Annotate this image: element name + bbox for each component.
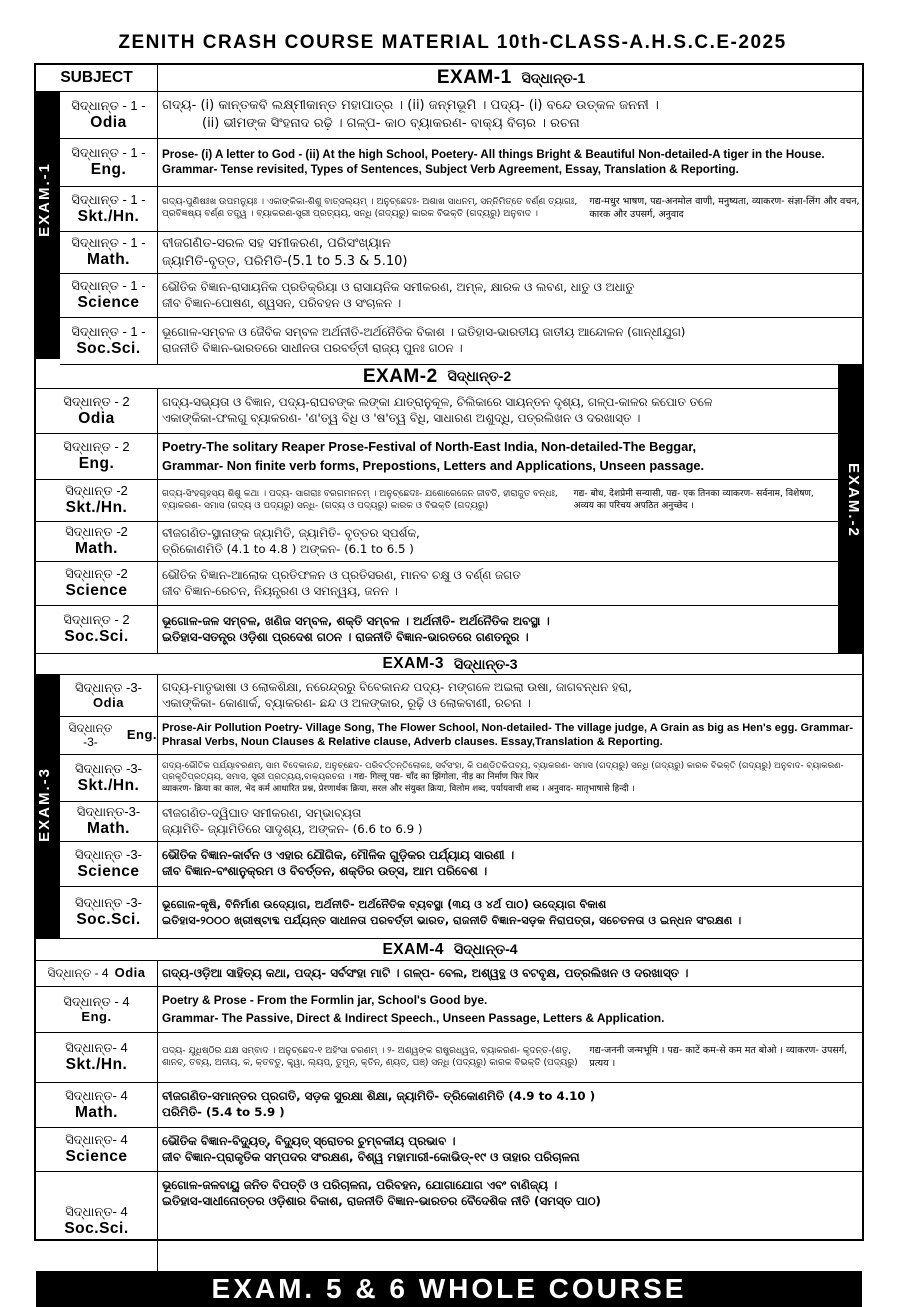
exam-1-side-label: EXAM.-1 <box>36 92 60 359</box>
syllabus-cell: ଭୌତିକ ବିଜ୍ଞାନ-ଆଲୋକ ପ୍ରତିଫଳନ ଓ ପ୍ରତିସରଣ, ମାନବ ଚକ୍ଷୁ ଓ ବର୍ଣ୍ଣ ଜଗତ ଜୀବ ବିଜ୍ଞାନ-ରେଚନ, ନିୟନ୍ତ୍ରଣ ଓ ସମନ୍ୱୟ, ଜନନ । <box>162 567 521 598</box>
table-row <box>60 717 864 755</box>
subject-cell: ସିଦ୍ଧାନ୍ତ -3- Soc.Sci. <box>60 887 158 938</box>
table-row <box>60 802 864 842</box>
table-row <box>36 480 838 522</box>
syllabus-cell: ଗଦ୍ୟ- (i) କାନ୍ତକବି ଲକ୍ଷ୍ମୀକାନ୍ତ ମହାପାତ୍ର । (ii) ଜନ୍ମଭୂମି । ପଦ୍ୟ- (i) ବନ୍ଦେ ଉତ୍କଳ ଜନନୀ । (ii) ଭୀମଙ୍କ ସିଂହନାଦ ରଢ଼ି । ଗଳ୍ପ- କାଠ ବ୍ୟାକରଣ- ବାକ୍ୟ ବିଚାର । ରଚନା <box>162 98 659 131</box>
syllabus-cell: ବୀଜଗଣିତ-ଦ୍ୱିଘାତ ସମୀକରଣ, ସମ୍ଭାବ୍ୟତା ଜ୍ୟାମିତି- ଜ୍ୟାମିତିରେ ସାଦୃଶ୍ୟ, ଅଙ୍କନ- (6.6 to 6.9 ) <box>162 805 423 836</box>
syllabus-cell: ଗଦ୍ୟ-ଭୌତିକ ପର୍ଯ୍ୟାବରଣମ୍, ସାମ ବିଦେକାନନ୍ଦ, ଅନୁଚ୍ଛେଦ- ପରିବର୍ତ୍ତନ୍ତିଲୋକଃ, ସର୍ବସଂହା, କି ପଣ୍ଡିତକିତାବ୍ୟ, ବ୍ୟାକରଣ- ସମାସ (ଗଦ୍ୟରୁ) ସନ୍ଧି (ଗଦ୍ୟରୁ) କାରକ ବିଭକ୍ତି (ଗଦ୍ୟରୁ) ଅନୁବାଦ- ବ୍ୟାକରଣ-ପ୍ରକୃତିପ୍ରତ୍ୟୟ, ସମାସ, ସ୍ତ୍ରୀ ପ୍ରତ୍ୟୟ,ବାକ୍ୟରଚନା । गद्य- गिल्लू पद्य- चाँद का झिंगोला, नीड़ का निर्माण फिर फिर व्याकरण- क्रिया का काल, भेद कर्म आधारित प्रश्न, प्रेरणार्थक क्रिया, सरल और संयुक्त क्रिया, विलोम शब्द, पर्यायवाची शब्द । अनुवाद- मातृभाषासे हिन्दी । <box>162 761 844 794</box>
syllabus-cell: Poetry-The solitary Reaper Prose-Festival of North-East India, Non-detailed-The Beggar, Grammar- Non finite verb forms, Prepostions, Letters and Applications, Unseen passage. <box>162 438 705 473</box>
table-row <box>36 961 864 987</box>
table-row <box>60 92 864 139</box>
syllabus-cell: ଭୂଗୋଳ-କୃଷି, ବିନିର୍ମାଣ ଉଦ୍ୟୋଗ, ଅର୍ଥନୀତି- ଅର୍ଥନୈତିକ ବ୍ୟବସ୍ଥା (୩ୟ ଓ ୪ର୍ଥ ପାଠ) ଉଦ୍ୟୋଗ ବିକାଶ ଇତିହାସ-୨୦୦୦ ଖ୍ରୀଷ୍ଟାବ୍ଦ ପର୍ଯ୍ୟନ୍ତ ସାଧୀନତା ପରବର୍ତ୍ତୀ ଭାରତ, ରାଜନୀତି ବିଜ୍ଞାନ-ସଡ଼କ ନିରାପତ୍ତା, ସଚେତନତା ଓ ଇନ୍ଧନ ସଂରକ୍ଷଣ । <box>162 898 742 927</box>
exam-3-side-label: EXAM.-3 <box>36 675 60 939</box>
subject-cell: ସିଦ୍ଧାନ୍ତ - 1 - Odia <box>60 92 158 138</box>
syllabus-cell: ଭୌତିକ ବିଜ୍ଞାନ-କାର୍ବନ ଓ ଏହାର ଯୌଗିକ, ମୌଳିକ ଗୁଡ଼ିକର ପର୍ଯ୍ୟାୟ ସାରଣୀ । ଜୀବ ବିଜ୍ଞାନ-ବଂଶାନୁକ୍ରମ ଓ ବିବର୍ତ୍ତନ, ଶକ୍ତିର ଉତ୍ସ, ଆମ ପରିବେଶ । <box>162 848 514 878</box>
subject-cell: ସିଦ୍ଧାନ୍ତ- 4 Math. <box>36 1083 158 1127</box>
table-row <box>60 318 864 365</box>
table-row <box>36 562 838 606</box>
syllabus-cell: ଗଦ୍ୟ-ସଭ୍ୟତା ଓ ବିଜ୍ଞାନ, ପଦ୍ୟ-ରାଘବଙ୍କ ଲଙ୍କା ଯାତ୍ରାନୁକୂଳ, ଚିଲିକାରେ ସାୟନ୍ତନ ଦୃଶ୍ୟ, ଗଳ୍ପ-କାଳର କପୋତ ତଳେ ଏକାଙ୍କିକା-ଫଲଗୁ ବ୍ୟାକରଣ- 'ଣ'ତ୍ୱ ବିଧି ଓ 'ଷ'ତ୍ୱ ବିଧି, ସାଧାରଣ ଅଶୁଦ୍ଧି, ପତ୍ରଲିଖନ ଓ ଦରଖାସ୍ତ । <box>162 395 713 425</box>
syllabus-cell: ଗଦ୍ୟ-ସିଂହଗୃହସ୍ୟ ଶିଶୁ କଥା । ପଦ୍ୟ- ସାଗରାଃ ବରଗମନନମ୍ । ଅନୁଚ୍ଛେଦଃ- ଯଶୋରେଜେନ ଜୀବତି, ହୀରାଜୁତ ବନ୍ଧଃ, ବ୍ୟାକରଣ- ସମାସ (ଗଦ୍ୟ ଓ ପଦ୍ୟରୁ) ସନ୍ଧି- (ଗଦ୍ୟ ଓ ପଦ୍ୟରୁ) କାରକ ଓ ବିଭକ୍ତି (ଗଦ୍ୟରୁ) गद्य- बोध, देशप्रेमी सन्यासी, पद्य- एक तिनका व्याकरण- सर्वनाम, विशेषण, अव्यय का परिचय अपठित अनुच्छेद । <box>162 488 814 511</box>
table-row <box>36 389 838 434</box>
syllabus-cell: ଗଦ୍ୟ-ମାତୃଭାଷା ଓ ଲୋକଶିକ୍ଷା, ନରେନ୍ଦ୍ରରୁ ବିବେକାନନ୍ଦ ପଦ୍ୟ- ମଙ୍ଗଳେ ଅଇଲା ଉଷା, ଜାଗବନ୍ଧନ ହରା, ଏକାଙ୍କିକା- କୋଣାର୍କ, ବ୍ୟାକରଣ- ଛନ୍ଦ ଓ ଅଳଙ୍କାର, ରୂଢ଼ି ଓ ଲୋକବାଣୀ, ରଚନା । <box>162 679 632 710</box>
subject-cell: ସିଦ୍ଧାନ୍ତ - 4 Eng. <box>36 987 158 1032</box>
table-row <box>36 1033 864 1083</box>
syllabus-cell: ଭୂଗୋଳ-ଜଳବାୟୁ ଜନିତ ବିପତ୍ତି ଓ ପରିଚାଳନା, ପରିବହନ, ଯୋଗାଯୋଗ ଏବଂ ବାଣିଜ୍ୟ । ଇତିହାସ-ସାଧୀନୋତ୍ତର ଓଡ଼ିଶାର ବିକାଶ, ରାଜନୀତି ବିଜ୍ଞାନ-ଭାରତର ବୈଦେଶିକ ନୀତି (ସମସ୍ତ ପାଠ) <box>162 1178 601 1208</box>
syllabus-cell: Prose- (i) A letter to God - (ii) At the high School, Poetery- All things Bright & Beautiful Non-detailed-A tiger in the House. Grammar- Tense revisited, Types of Sentences, Subject Verb Agreement, Essay, Translation & Reporting. <box>162 148 825 176</box>
subject-cell: ସିଦ୍ଧାନ୍ତ -3- Eng. <box>60 717 158 754</box>
subject-cell: ସିଦ୍ଧାନ୍ତ - 1 - Skt./Hn. <box>60 187 158 231</box>
subject-cell: ସିଦ୍ଧାନ୍ତ - 2 Odia <box>36 389 158 433</box>
exam-2-header: EXAM-2 ସିଦ୍ଧାନ୍ତ-2 <box>36 365 838 389</box>
subject-cell: ସିଦ୍ଧାନ୍ତ - 2 Eng. <box>36 434 158 479</box>
subject-cell: ସିଦ୍ଧାନ୍ତ-3- Math. <box>60 802 158 841</box>
table-row <box>36 522 838 562</box>
subject-cell: ସିଦ୍ଧାନ୍ତ - 1 - Soc.Sci. <box>60 318 158 364</box>
subject-cell: ସିଦ୍ଧାନ୍ତ -3- Skt./Hn. <box>60 755 158 801</box>
table-row <box>60 187 864 232</box>
subject-cell: ସିଦ୍ଧାନ୍ତ- 4 Skt./Hn. <box>36 1033 158 1082</box>
syllabus-cell: ଭୌତିକ ବିଜ୍ଞାନ-ବିଦ୍ୟୁତ୍, ବିଦ୍ୟୁତ୍ ସ୍ରୋତର ଚୁମ୍ବକୀୟ ପ୍ରଭାବ । ଜୀବ ବିଜ୍ଞାନ-ପ୍ରାକୃତିକ ସମ୍ପଦର ସଂରକ୍ଷଣ, ବିଶ୍ୱ ମହାମାରୀ-କୋଭିଡ୍-୧୯ ଓ ତାହାର ପରିଚାଳନା <box>162 1133 580 1164</box>
exam-4-header: EXAM-4 ସିଦ୍ଧାନ୍ତ-4 <box>36 939 864 961</box>
exam-2-side-label: EXAM.-2 <box>838 365 862 654</box>
syllabus-cell: ବୀଜଗଣିତ-ସମାନ୍ତର ପ୍ରଗତି, ସଡ଼କ ସୁରକ୍ଷା ଶିକ୍ଷା, ଜ୍ୟାମିତି- ତ୍ରିକୋଣମିତି (4.9 to 4.10 ) ପରିମିତି- (5.4 to 5.9 ) <box>162 1089 596 1119</box>
subject-cell: ସିଦ୍ଧାନ୍ତ - 1 - Science <box>60 274 158 317</box>
subject-cell: ସିଦ୍ଧାନ୍ତ -2 Math. <box>36 522 158 561</box>
syllabus-table <box>34 63 864 1304</box>
exam-1-header: EXAM-1 ସିଦ୍ଧାନ୍ତ-1 <box>158 65 864 92</box>
table-row <box>36 434 838 480</box>
table-row <box>60 755 864 802</box>
syllabus-cell: ଗଦ୍ୟ-ଓଡ଼ିଆ ସାହିତ୍ୟ କଥା, ପଦ୍ୟ- ସର୍ବସଂହା ମାଟି । ଗଳ୍ପ- ବେଲ, ଅଶ୍ୱତ୍ଥ ଓ ବଟବୃକ୍ଷ, ପତ୍ରଲିଖନ ଓ ଦରଖାସ୍ତ । <box>162 965 689 980</box>
subject-cell: ସିଦ୍ଧାନ୍ତ -2 Skt./Hn. <box>36 480 158 521</box>
footer-banner: EXAM. 5 & 6 WHOLE COURSE <box>36 1271 862 1307</box>
subject-cell: ସିଦ୍ଧାନ୍ତ - 1 - Eng. <box>60 139 158 186</box>
syllabus-cell: ଭୂଗୋଳ-ଜଳ ସମ୍ବଳ, ଖଣିଜ ସମ୍ବଳ, ଶକ୍ତି ସମ୍ବଳ । ଅର୍ଥନୀତି- ଅର୍ଥନୈତିକ ଅବସ୍ଥା । ଇତିହାସ-ସତନ୍ତ୍ର ଓଡ଼ିଶା ପ୍ରଦେଶ ଗଠନ । ରାଜନୀତି ବିଜ୍ଞାନ-ଭାରତରେ ଗଣତନ୍ତ୍ର । <box>162 613 550 644</box>
subject-cell: ସିଦ୍ଧାନ୍ତ - 2 Soc.Sci. <box>36 606 158 653</box>
table-row <box>36 1128 864 1172</box>
table-row <box>60 842 864 887</box>
syllabus-cell: Poetry & Prose - From the Formlin jar, School's Good bye. Grammar- The Passive, Direct & Indirect Speech., Unseen Passage, Letters & Application. <box>162 993 665 1025</box>
subject-cell: ସିଦ୍ଧାନ୍ତ - 4 Odia <box>36 961 158 986</box>
exam-3-header: EXAM-3 ସିଦ୍ଧାନ୍ତ-3 <box>36 654 864 675</box>
table-row <box>36 1172 864 1271</box>
syllabus-cell: ଗଦ୍ୟ-ପୁଣିଷଃଖ ଉପମନ୍ୟୁଃ । ଏକାଙ୍କିକା-ଶିଶୁ ବାତ୍ସଲ୍ୟମ୍ । ଅନୁଚ୍ଛେଦଃ- ଅଶାଖ ସାଧନମ୍, ସନ୍ନିମିତ୍ତେ ବର୍ଣ୍ଣ ତ୍ୟାଗଃ, ପ୍ରବିଜ୍ଞଷ୍ୟ ବର୍ଣ୍ଣ ତତ୍ତ୍ୱ । ବ୍ୟାକରଣ-ସ୍ତ୍ରୀ ପ୍ରତ୍ୟୟ, ସନ୍ଧି (ଗଦ୍ୟରୁ) କାରକ ବିଭକ୍ତି (ଗଦ୍ୟରୁ) ଅନୁବାଦ । गद्य-मधुर भाषण, पद्य-अनमोल वाणी, मनुष्यता, व्याकरण- संज्ञा-लिंग और वचन, कारक और उपसर्ग, अनुवाद <box>162 196 860 220</box>
syllabus-cell: ପଦ୍ୟ- ଯୁଧିଷ୍ଠିର ଯକ୍ଷ ସମ୍ବାଦ । ଅନୁଚ୍ଛେଦ-୧ ଅହିଂସା ଚରଣମ୍ । ୨- ଅଶ୍ୱଙ୍କ ରାଷ୍ଟ୍ରଧ୍ୱଜ, ବ୍ୟାକରଣ- କୃଦନ୍ତ-(ଶତୃ, ଶାନଚ୍, ତବ୍ୟ, ଅନୀୟ, କ, କ୍ତବତୁ, କ୍ତ୍ୱା, ଲ୍ୟପ୍, ତୁମୁନ୍, କ୍ତିନ୍, ଣ୍ୟତ୍, ଘଞ୍) ସନ୍ଧି (ପଦ୍ୟରୁ) କାରକ ବିଭକ୍ତି (ପଦ୍ୟରୁ) गद्य-जननी जन्मभूमि । पद्य- काटें कम-से कम मत बोओ । व्याकरण- उपसर्ग, प्रत्यय । <box>162 1044 848 1069</box>
subject-cell: ସିଦ୍ଧାନ୍ତ -2 Science <box>36 562 158 605</box>
table-row <box>60 274 864 318</box>
table-row <box>60 139 864 187</box>
table-row <box>36 1083 864 1128</box>
subject-cell: ସିଦ୍ଧାନ୍ତ- 4 Soc.Sci. <box>36 1172 158 1271</box>
subject-cell: ସିଦ୍ଧାନ୍ତ- 4 Science <box>36 1128 158 1171</box>
table-row <box>60 675 864 717</box>
syllabus-cell: ଭୌତିକ ବିଜ୍ଞାନ-ରାସାୟନିକ ପ୍ରତିକ୍ରିୟା ଓ ରାସାୟନିକ ସମୀକରଣ, ଅମ୍ଳ, କ୍ଷାରକ ଓ ଲବଣ, ଧାତୁ ଓ ଅଧାତୁ ଜୀବ ବିଜ୍ଞାନ-ପୋଷଣ, ଶ୍ୱସନ, ପରିବହନ ଓ ସଂଚାଳନ । <box>162 279 634 310</box>
table-row <box>60 232 864 274</box>
syllabus-cell: ବୀଜଗଣିତ-ସ୍ଥାନାଙ୍କ ଜ୍ୟାମିତି, ଜ୍ୟାମିତି- ବୃତ୍ତର ସ୍ପର୍ଶକ, ତ୍ରିକୋଣମିତି (4.1 to 4.8 ) ଅଙ୍କନ- (6.1 to 6.5 ) <box>162 525 420 556</box>
subject-column-header: SUBJECT <box>36 65 158 92</box>
subject-cell: ସିଦ୍ଧାନ୍ତ -3- Science <box>60 842 158 886</box>
syllabus-cell: ବୀଜଗଣିତ-ସରଳ ସହ ସମୀକରଣ, ପରିସଂଖ୍ୟାନ ଜ୍ୟାମିତି-ବୃତ୍ତ, ପରିମିତି-(5.1 to 5.3 & 5.10) <box>162 235 408 269</box>
subject-cell: ସିଦ୍ଧାନ୍ତ - 1 - Math. <box>60 232 158 273</box>
subject-cell: ସିଦ୍ଧାନ୍ତ -3- Odia <box>60 675 158 716</box>
table-row <box>60 887 864 939</box>
table-row <box>36 606 838 654</box>
syllabus-cell: ଭୂଗୋଳ-ସମ୍ବଳ ଓ ଜୈବିକ ସମ୍ବଳ ଅର୍ଥନୀତି-ଅର୍ଥନୈତିକ ବିକାଶ । ଇତିହାସ-ଭାରତୀୟ ଜାତୀୟ ଆନ୍ଦୋଳନ (ଗାନ୍ଧୀଯୁଗ) ରାଜନୀତି ବିଜ୍ଞାନ-ଭାରତରେ ସାଧୀନତା ପରବର୍ତ୍ତୀ ରାଜ୍ୟ ପୁନଃ ଗଠନ । <box>162 325 686 355</box>
syllabus-cell: Prose-Air Pollution Poetry- Village Song, The Flower School, Non-detailed- The village judge, A Grain as big as Hen's egg. Grammar- Phrasal Verbs, Noun Clauses & Relative clause, Adverb clauses. Essay,Translation & Reporting. <box>162 721 854 748</box>
table-row <box>36 987 864 1033</box>
document-title: ZENITH CRASH COURSE MATERIAL 10th-CLASS-A.H.S.C.E-2025 <box>118 32 787 53</box>
